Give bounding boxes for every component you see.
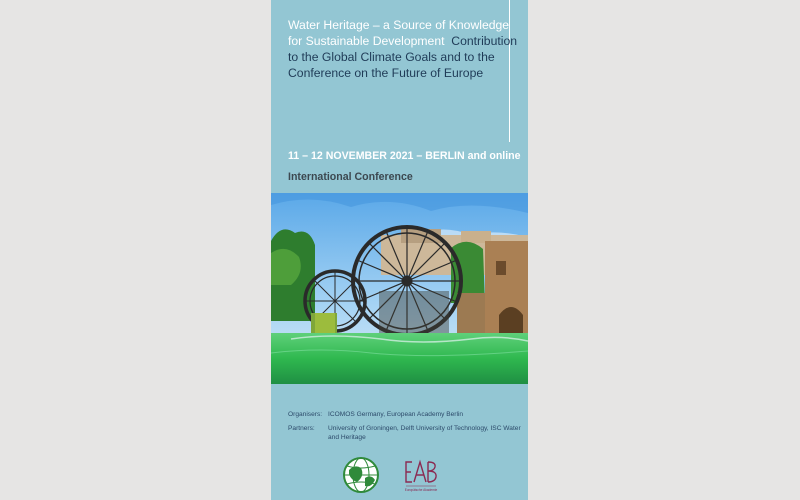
flyer-subtitle: Contribution to the Global Climate Goals and to the Conference on the Future of Europe (288, 34, 517, 80)
svg-text:Europäische Akademie: Europäische Akademie (404, 488, 438, 492)
organisers-value: ICOMOS Germany, European Academy Berlin (328, 411, 464, 418)
organisers-label: Organisers: (288, 411, 323, 418)
eab-monogram-logo-icon (402, 456, 440, 494)
partners-row (288, 424, 523, 442)
flyer-title-block (288, 17, 520, 81)
credits-block (288, 410, 523, 447)
organisers-row (288, 410, 523, 419)
date-location-line: 11 – 12 NOVEMBER 2021 – BERLIN and online (288, 150, 521, 162)
noria-waterwheel-photo (271, 193, 528, 384)
conference-type: International Conference (288, 171, 413, 183)
partners-label: Partners: (288, 425, 315, 432)
flyer-title: Water Heritage – a Source of Knowledge for Sustainable Development (288, 18, 510, 48)
globe-logo-icon (339, 456, 383, 494)
conference-flyer (271, 0, 528, 500)
partners-value: University of Groningen, Delft University of Technology, ISC Water and Heritage (328, 425, 521, 441)
